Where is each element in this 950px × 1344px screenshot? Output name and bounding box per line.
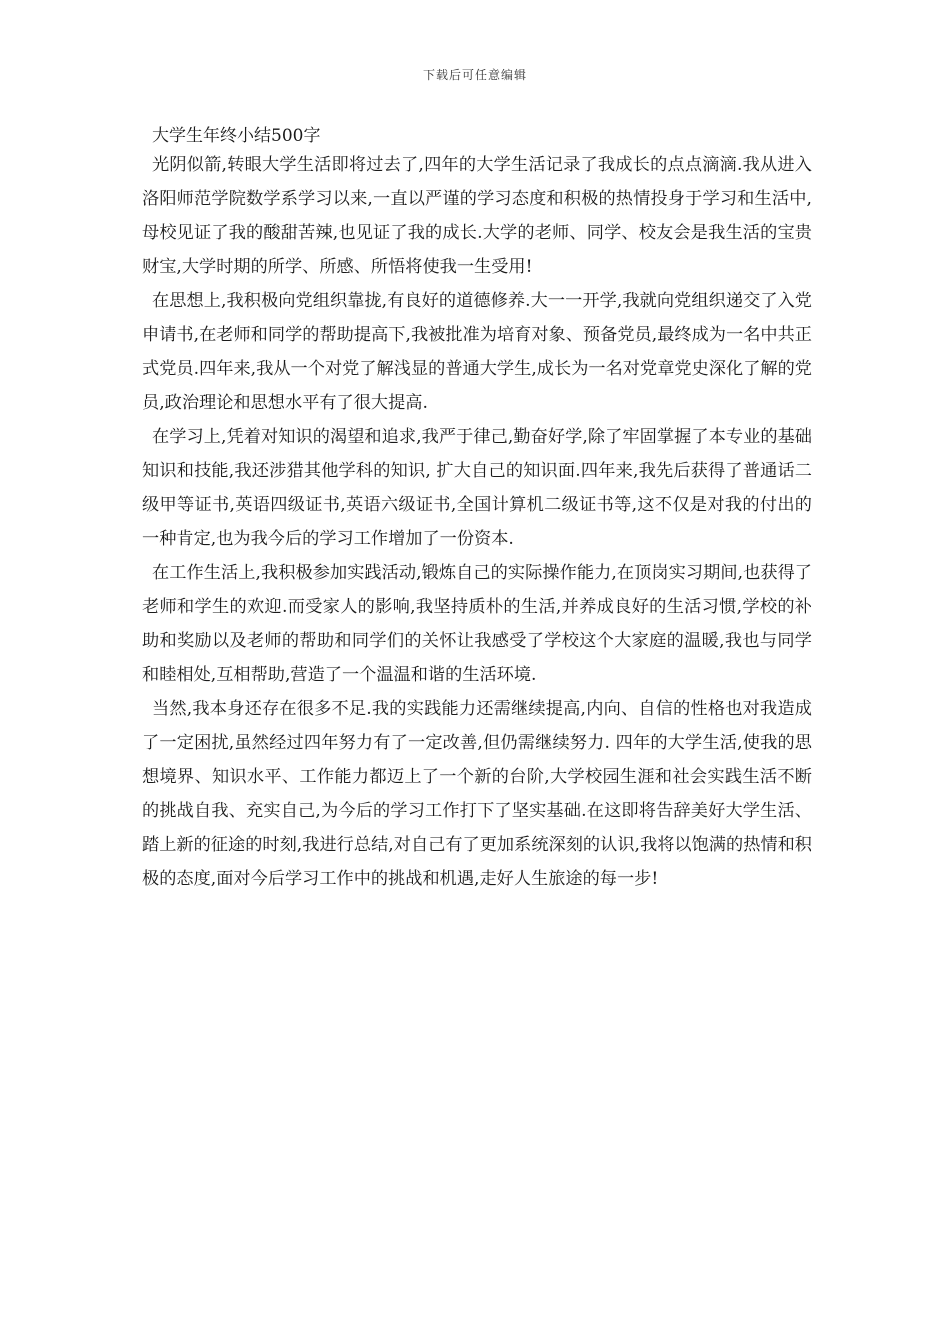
paragraph-intro: 光阴似箭,转眼大学生活即将过去了,四年的大学生活记录了我成长的点点滴滴.我从进入洛阳师范学院数学系学习以来,一直以严谨的学习态度和积极的热情投身于学习和生活中,母校见证了我的酸甜苦辣,也见证了我的成长.大学的老师、同学、校友会是我生活的宝贵财宝,大学时期的所学、所感、所悟将使我一生受用! (142, 155, 812, 277)
paragraph-work-life: 在工作生活上,我积极参加实践活动,锻炼自己的实际操作能力,在顶岗实习期间,也获得了老师和学生的欢迎.而受家人的影响,我坚持质朴的生活,并养成良好的生活习惯,学校的补助和奖励以及老师的帮助和同学们的关怀让我感受了学校这个大家庭的温暖,我也与同学和睦相处,互相帮助,营造了一个温温和谐的生活环境. (142, 563, 812, 685)
document-body (142, 124, 812, 896)
paragraph-ideology: 在思想上,我积极向党组织靠拢,有良好的道德修养.大一一开学,我就向党组织递交了入党申请书,在老师和同学的帮助提高下,我被批准为培育对象、预备党员,最终成为一名中共正式党员.四年来,我从一个对党了解浅显的普通大学生,成长为一名对党章党史深化了解的党员,政治理论和思想水平有了很大提高. (142, 291, 812, 413)
paragraph-study: 在学习上,凭着对知识的渴望和追求,我严于律己,勤奋好学,除了牢固掌握了本专业的基础知识和技能,我还涉猎其他学科的知识, 扩大自己的知识面.四年来,我先后获得了普通话二级甲等证书,英语四级证书,英语六级证书,全国计算机二级证书等,这不仅是对我的付出的一种肯定,也为我今后的学习工作增加了一份资本. (142, 427, 812, 549)
document-title: 大学生年终小结500字 (152, 126, 321, 146)
paragraph-conclusion: 当然,我本身还存在很多不足.我的实践能力还需继续提高,内向、自信的性格也对我造成了一定困扰,虽然经过四年努力有了一定改善,但仍需继续努力. 四年的大学生活,使我的思想境界、知识水平、工作能力都迈上了一个新的台阶,大学校园生涯和社会实践生活不断的挑战自我、充实自己,为今后的学习工作打下了坚实基础.在这即将告辞美好大学生活、踏上新的征途的时刻,我进行总结,对自己有了更加系统深刻的认识,我将以饱满的热情和积极的态度,面对今后学习工作中的挑战和机遇,走好人生旅途的每一步! (142, 699, 812, 889)
header-note: 下载后可任意编辑 (422, 68, 527, 82)
